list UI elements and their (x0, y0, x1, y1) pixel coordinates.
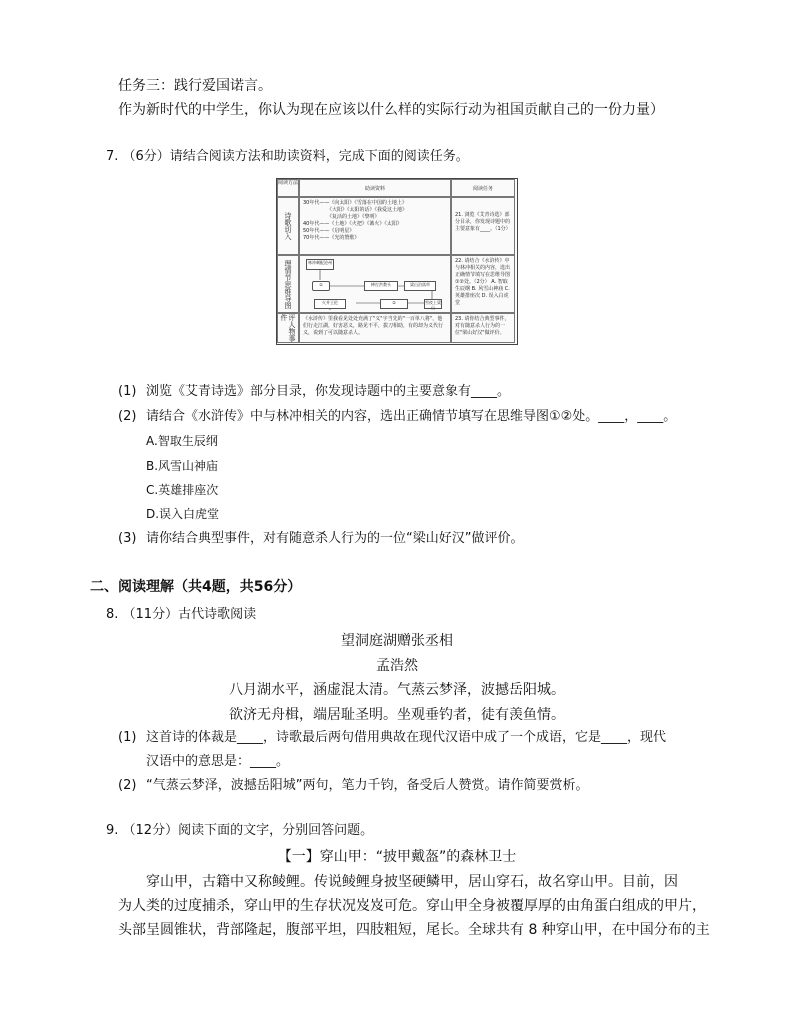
passage-line-2: 为人类的过度捕杀，穿山甲的生存状况岌岌可危。穿山甲全身被覆厚厚的由角蛋白组成的甲片， (118, 898, 706, 914)
q7-sub3-num: (3) (118, 531, 137, 546)
q7-option-a: A.智取生辰纲 (146, 434, 218, 448)
fig-row1-material-line: 70年代——《光的赞歌》 (303, 235, 360, 241)
mind-node-3: 梁山泊落草 (404, 281, 436, 291)
poem-title: 望洞庭湖赠张丞相 (341, 633, 453, 649)
q7-option-d: D.误入白虎堂 (146, 507, 220, 521)
fig-row1-task: 21. 浏览《艾青诗选》部分目录，你发现诗题中的主要意象有____。（1分） (455, 212, 511, 232)
q8-stem: 8. （11分）古代诗歌阅读 (106, 607, 257, 622)
fig-header-material: 助读资料 (364, 186, 385, 192)
fig-row1-material-line: 50年代——《启明星》 (303, 228, 355, 234)
q8-sub1-line2: 汉语中的意思是：____。 (146, 754, 290, 769)
poem-line-2: 欲济无舟楫，端居耻圣明。坐观垂钓者，徒有羡鱼情。 (229, 707, 565, 723)
fig-row2-method: 理情节思维导图 (284, 259, 292, 309)
fig-row3-task: 23. 请你结合典型事件，对有随意杀人行为的一位"梁山好汉"做评价。 (455, 316, 510, 336)
q7-option-c: C.英雄排座次 (146, 483, 219, 497)
task3-title: 任务三：践行爱国诺言。 (118, 78, 272, 94)
fig-row3-material: 《水浒传》里我看见处处充满了"义"字当先的"一百单八将"，他们行走江湖，好害恶义，路见不平，拔刀相助，有的却为义代行义，说到了可以随意杀人。 (303, 316, 444, 336)
mind-node-circle1: ① (312, 281, 330, 291)
fig-row1-material-line: 30年代——《向太阳》《雪落在中国的土地上》 (303, 200, 407, 206)
q7-option-b: B.风雪山神庙 (146, 459, 219, 473)
q8-sub2-text: “气蒸云梦泽，波撼岳阳城”两句，笔力千钧，备受后人赞赏。请作简要赏析。 (146, 778, 589, 793)
mind-node-5: 火并王伦 (314, 299, 346, 309)
q8-sub1-num: (1) (118, 730, 137, 745)
fig-header-method: 阅读方法 (278, 180, 299, 186)
mind-node-circle2: ② (380, 299, 408, 309)
passage-line-3: 头部呈圆锥状，背部隆起，腹部平坦，四肢粗短，尾长。全球共有 8 种穿山甲，在中国分布的主 (118, 922, 710, 938)
task3-question: 作为新时代的中学生，你认为现在应该以什么样的实际行动为祖国贡献自己的一份力量） (118, 102, 664, 118)
passage-title: 【一】穿山甲：“披甲戴盔”的森林卫士 (277, 849, 517, 865)
mind-node-2: 棒打洪教头 (364, 281, 398, 291)
q7-sub2-text: 请结合《水浒传》中与林冲相关的内容，选出正确情节填写在思维导图①②处。____，____。 (146, 409, 677, 424)
q7-sub1-num: (1) (118, 384, 137, 399)
fig-row2-task: 22. 请结合《水浒传》中与林冲相关的内容，选出正确情节填写在思维导图①②处。（2分） A. 智取生辰纲 B. 风雪山神庙 C. 英雄排座次 D. 误入白虎堂 (455, 258, 511, 306)
q7-stem: 7. （6分）请结合阅读方法和助读资料，完成下面的阅读任务。 (106, 149, 469, 164)
mind-node-1: 林冲刺配沧州 (306, 259, 334, 270)
reading-table-figure (276, 178, 518, 345)
q7-sub1-text: 浏览《艾青诗选》部分目录，你发现诗题中的主要意象有____。 (146, 384, 511, 399)
q8-sub2-num: (2) (118, 778, 137, 793)
poem-author: 孟浩然 (376, 658, 418, 674)
q7-sub3-text: 请你结合典型事件，对有随意杀人行为的一位“梁山好汉”做评价。 (146, 531, 524, 546)
section2-heading: 二、阅读理解（共4题，共56分） (90, 579, 302, 595)
fig-row3-method: 评人物事件 (280, 314, 296, 342)
fig-header-task: 阅读任务 (472, 186, 493, 192)
q8-sub1-line1: 这首诗的体裁是____，诗歌最后两句借用典故在现代汉语中成了一个成语，它是____，现代 (146, 730, 667, 745)
fig-row1-method: 诗歌切入 (284, 212, 292, 240)
mind-node-4: 雪夜上梁山 (425, 300, 441, 310)
fig-row1-material-line: 《复活的土地》《黎明》 (327, 214, 380, 220)
fig-row1-material-line: 《大阳》《太阳的话》《我爱这土地》 (327, 207, 408, 213)
passage-line-1: 穿山甲，古籍中又称鲮鲤。传说鲮鲤身披坚硬鳞甲，居山穿石，故名穿山甲。目前，因 (146, 874, 678, 890)
fig-row1-material-line: 40年代——《土地》《火把》《篝火》《太阳》 (303, 221, 402, 227)
poem-line-1: 八月湖水平，涵虚混太清。气蒸云梦泽，波撼岳阳城。 (229, 682, 565, 698)
q9-stem: 9. （12分）阅读下面的文字，分别回答问题。 (106, 823, 374, 838)
q7-sub2-num: (2) (118, 409, 137, 424)
